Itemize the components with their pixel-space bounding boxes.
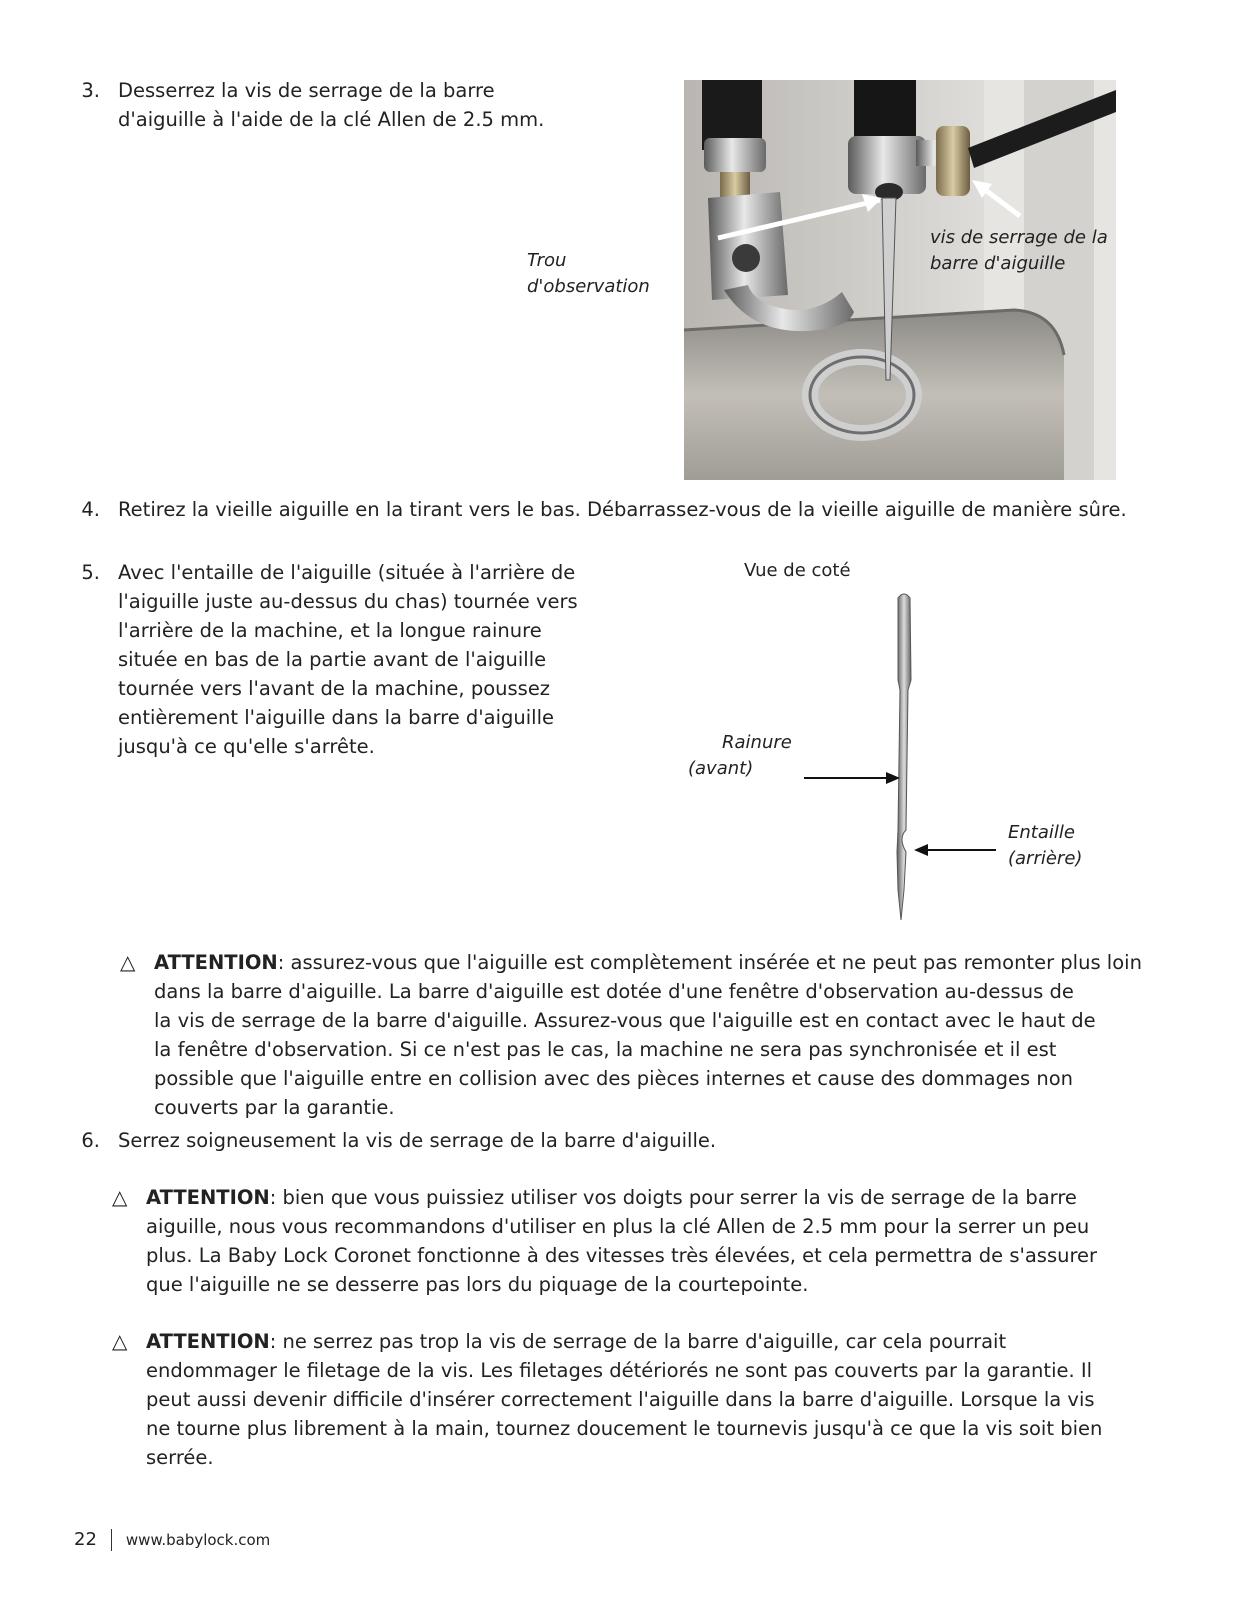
attention-line: endommager le filetage de la vis. Les filetages détériorés ne sont pas couverts par la garantie. Il	[146, 1359, 1093, 1382]
step-text: Serrez soigneusement la vis de serrage de la barre d'aiguille.	[118, 1129, 717, 1152]
attention-keyword: ATTENTION	[154, 951, 278, 974]
step-number: 4.	[81, 498, 100, 521]
step-text: Retirez la vieille aiguille en la tirant vers le bas. Débarrassez-vous de la vieille aiguille de manière sûre.	[118, 498, 1127, 521]
step-line: l'aiguille juste au-dessus du chas) tournée vers	[118, 590, 578, 613]
attention-line	[154, 948, 1142, 977]
attention-line: aiguille, nous vous recommandons d'utiliser en plus la clé Allen de 2.5 mm pour la serrer un peu	[146, 1215, 1090, 1238]
step-line: tournée vers l'avant de la machine, poussez	[118, 677, 551, 700]
label-line: d'observation	[527, 276, 650, 297]
step-line: d'aiguille à l'aide de la clé Allen de 2.5 mm.	[118, 108, 545, 131]
attention-text	[146, 1183, 1097, 1299]
attention-line: la vis de serrage de la barre d'aiguille. Assurez-vous que l'aiguille est en contact avec le haut de	[154, 1009, 1096, 1032]
attention-line: peut aussi devenir difficile d'insérer correctement l'aiguille dans la barre d'aiguille. Lorsque la vis	[146, 1388, 1095, 1411]
label-line: Entaille	[1008, 822, 1075, 843]
step-line: jusqu'à ce qu'elle s'arrête.	[118, 735, 375, 758]
page-footer	[74, 1528, 270, 1552]
groove-label	[688, 730, 792, 782]
scarf-label	[1008, 820, 1082, 872]
page-number: 22	[74, 1529, 97, 1550]
footer-website-link[interactable]: www.babylock.com	[125, 1531, 271, 1549]
attention-line: plus. La Baby Lock Coronet fonctionne à des vitesses très élevées, et cela permettra de s'assurer	[146, 1244, 1098, 1267]
label-line: vis de serrage de la	[930, 227, 1108, 248]
attention-line-text: : bien que vous puissiez utiliser vos doigts pour serrer la vis de serrage de la barre	[269, 1186, 1077, 1209]
needle-illustration	[780, 590, 1000, 930]
clamp-screw-label	[930, 225, 1108, 277]
attention-line: possible que l'aiguille entre en collision avec des pièces internes et cause des dommages non	[154, 1067, 1074, 1090]
attention-line: ne tourne plus librement à la main, tournez doucement le tournevis jusqu'à ce que la vis soit bien	[146, 1417, 1103, 1440]
attention-text	[154, 948, 1142, 1122]
label-line: Trou	[527, 250, 567, 271]
warning-triangle-icon: △	[112, 1329, 128, 1353]
warning-triangle-icon: △	[112, 1185, 128, 1209]
step-number: 5.	[81, 561, 100, 584]
attention-line: que l'aiguille ne se desserre pas lors du piquage de la courtepointe.	[146, 1273, 809, 1296]
step-line: entièrement l'aiguille dans la barre d'aiguille	[118, 706, 555, 729]
attention-line-text: : assurez-vous que l'aiguille est complètement insérée et ne peut pas remonter plus loin	[277, 951, 1142, 974]
step-line: Desserrez la vis de serrage de la barre	[118, 79, 495, 102]
attention-text	[146, 1327, 1102, 1472]
attention-line: la fenêtre d'observation. Si ce n'est pas le cas, la machine ne sera pas synchronisée et il est	[154, 1038, 1057, 1061]
footer-divider	[111, 1529, 112, 1551]
attention-line	[146, 1183, 1097, 1212]
step-line: située en bas de la partie avant de l'aiguille	[118, 648, 547, 671]
step-line: Avec l'entaille de l'aiguille (située à l'arrière de	[118, 561, 576, 584]
label-line: Rainure	[722, 732, 792, 753]
attention-line: dans la barre d'aiguille. La barre d'aiguille est dotée d'une fenêtre d'observation au-dessus de	[154, 980, 1074, 1003]
step-line: l'arrière de la machine, et la longue rainure	[118, 619, 542, 642]
needle-clamp-photo	[684, 80, 1116, 480]
step-number: 3.	[81, 79, 100, 102]
observation-hole-label	[527, 248, 650, 300]
attention-line	[146, 1327, 1102, 1356]
label-line: barre d'aiguille	[930, 253, 1066, 274]
step-number: 6.	[81, 1129, 100, 1152]
label-line: (avant)	[688, 758, 754, 779]
step-text	[118, 76, 544, 134]
needle-figure-title: Vue de coté	[744, 560, 851, 581]
attention-line-text: : ne serrez pas trop la vis de serrage de la barre d'aiguille, car cela pourrait	[269, 1330, 1007, 1353]
attention-line: couverts par la garantie.	[154, 1096, 395, 1119]
attention-keyword: ATTENTION	[146, 1330, 270, 1353]
attention-keyword: ATTENTION	[146, 1186, 270, 1209]
warning-triangle-icon: △	[120, 950, 136, 974]
label-line: (arrière)	[1008, 848, 1083, 869]
attention-line: serrée.	[146, 1446, 214, 1469]
step-text	[118, 558, 578, 761]
